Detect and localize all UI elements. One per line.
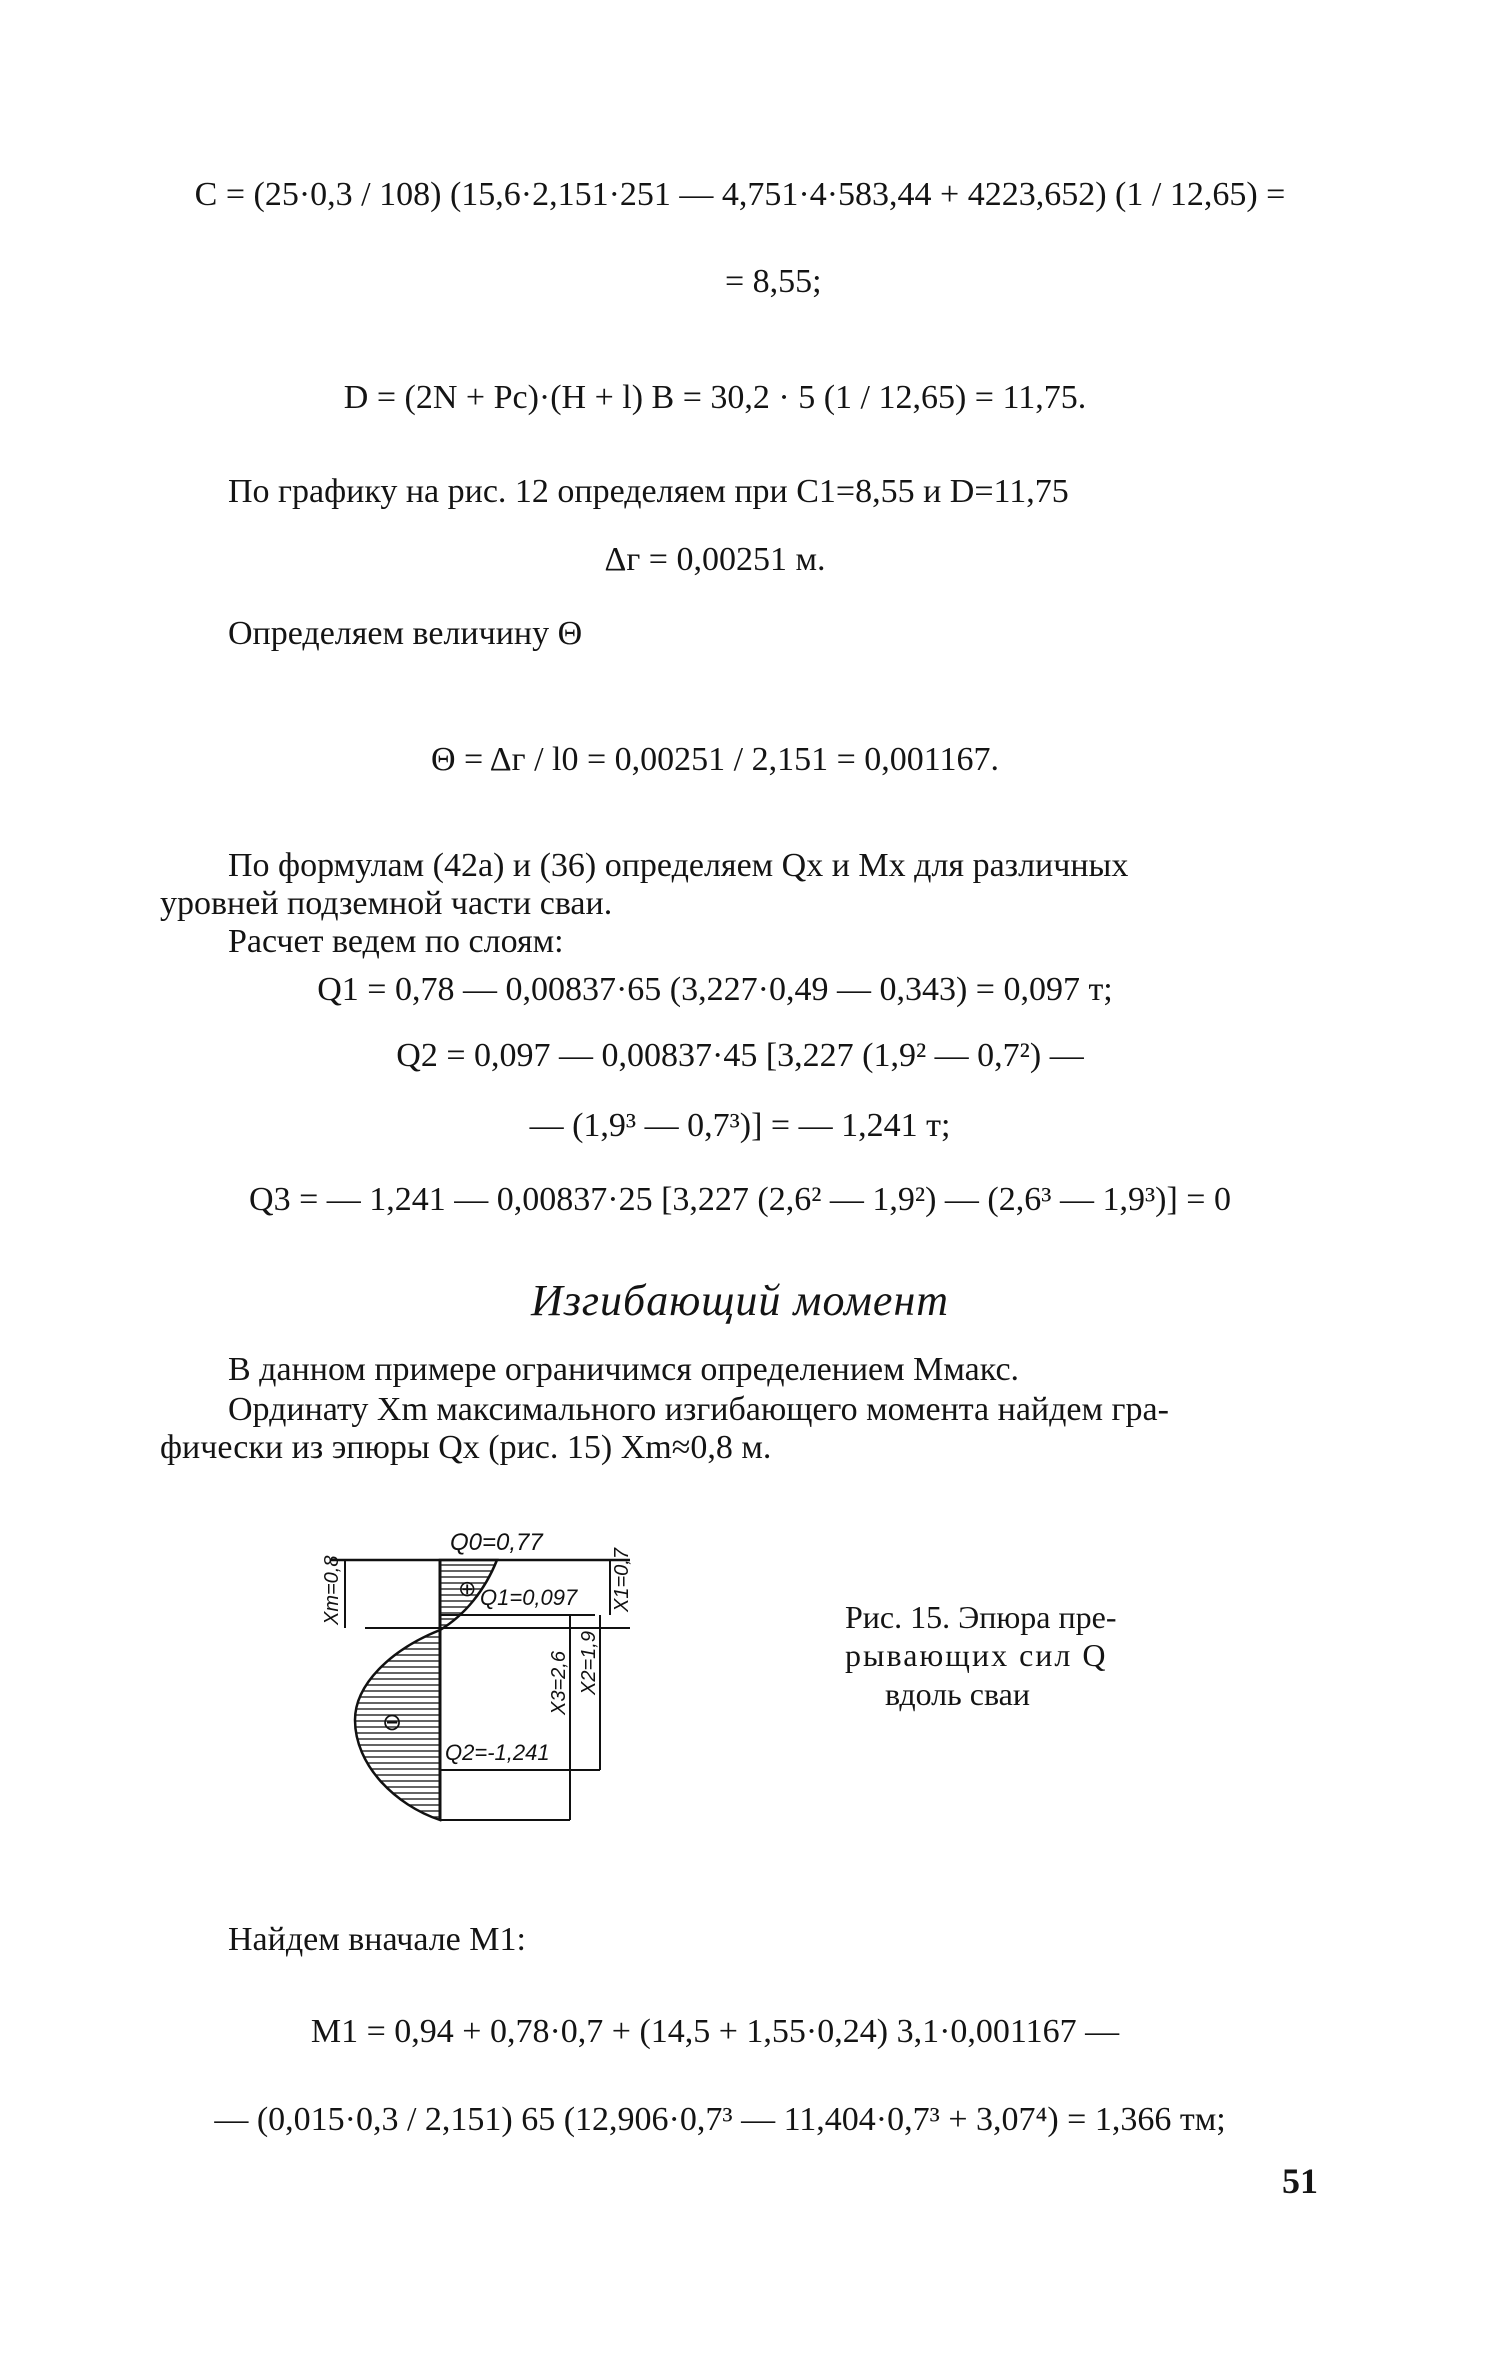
x1-label: X1=0,7 xyxy=(611,1548,633,1612)
text-example-line: В данном примере ограничимся определением Mмакс. xyxy=(228,1351,1020,1388)
minus-sign-icon: ⊖ xyxy=(382,1708,403,1736)
text-find-m1: Найдем вначале M1: xyxy=(228,1921,526,1958)
equation-delta: Δг = 0,00251 м. xyxy=(604,541,826,578)
plus-sign-icon: ⊕ xyxy=(458,1577,477,1602)
q1-label: Q1=0,097 xyxy=(480,1585,578,1610)
shear-force-diagram xyxy=(310,1520,710,1840)
x2-label: X2=1,9 xyxy=(578,1631,600,1695)
equation-q2-line1: Q2 = 0,097 — 0,00837·45 [3,227 (1,9² — 0,7²) — xyxy=(396,1037,1084,1074)
text-layers: Расчет ведем по слоям: xyxy=(228,923,564,960)
text-define-theta: Определяем величину Θ xyxy=(228,615,583,652)
caption-line1: Рис. 15. Эпюра пре- xyxy=(845,1599,1117,1635)
caption-line2: рывающих сил Q xyxy=(845,1637,1108,1674)
equation-q3: Q3 = — 1,241 — 0,00837·25 [3,227 (2,6² — 1,9²) — (2,6³ — 1,9³)] = 0 xyxy=(249,1181,1231,1218)
equation-m1-line2: — (0,015·0,3 / 2,151) 65 (12,906·0,7³ — 11,404·0,7³ + 3,07⁴) = 1,366 тм; xyxy=(214,2101,1226,2138)
caption-line3: вдоль сваи xyxy=(885,1675,1030,1712)
text-ordinate-line1: Ординату Xm максимального изгибающего момента найдем гра- xyxy=(228,1391,1169,1428)
equation-m1-line1: M1 = 0,94 + 0,78·0,7 + (14,5 + 1,55·0,24) 3,1·0,001167 — xyxy=(310,2013,1120,2050)
page-number: 51 xyxy=(1282,2161,1318,2201)
q0-label: Q0=0,77 xyxy=(450,1529,543,1556)
equation-c-line1: C = (25·0,3 / 108) (15,6·2,151·251 — 4,751·4·583,44 + 4223,652) (1 / 12,65) = xyxy=(194,176,1286,213)
text-graph-line: По графику на рис. 12 определяем при C1=8,55 и D=11,75 xyxy=(228,473,1069,510)
section-heading: Изгибающий момент xyxy=(530,1276,950,1325)
equation-q1: Q1 = 0,78 — 0,00837·65 (3,227·0,49 — 0,343) = 0,097 т; xyxy=(317,971,1113,1008)
equation-c-line2: = 8,55; xyxy=(725,263,822,300)
equation-d: D = (2N + Pc)·(H + l) B = 30,2 · 5 (1 / 12,65) = 11,75. xyxy=(343,379,1087,416)
text-formulas-line2: уровней подземной части сваи. xyxy=(160,885,613,922)
figure-caption xyxy=(845,1598,1116,1713)
equation-theta: Θ = Δг / l0 = 0,00251 / 2,151 = 0,001167. xyxy=(430,741,1000,778)
equation-q2-line2: — (1,9³ — 0,7³)] = — 1,241 т; xyxy=(529,1107,951,1144)
text-ordinate-line2: фически из эпюры Qx (рис. 15) Xm≈0,8 м. xyxy=(160,1429,772,1466)
xm-label: Xm=0,8 xyxy=(321,1555,343,1625)
x3-label: X3=2,6 xyxy=(548,1651,570,1715)
q2-label: Q2=-1,241 xyxy=(445,1740,550,1765)
text-formulas-line1: По формулам (42а) и (36) определяем Qx и Mx для различных xyxy=(228,847,1129,884)
